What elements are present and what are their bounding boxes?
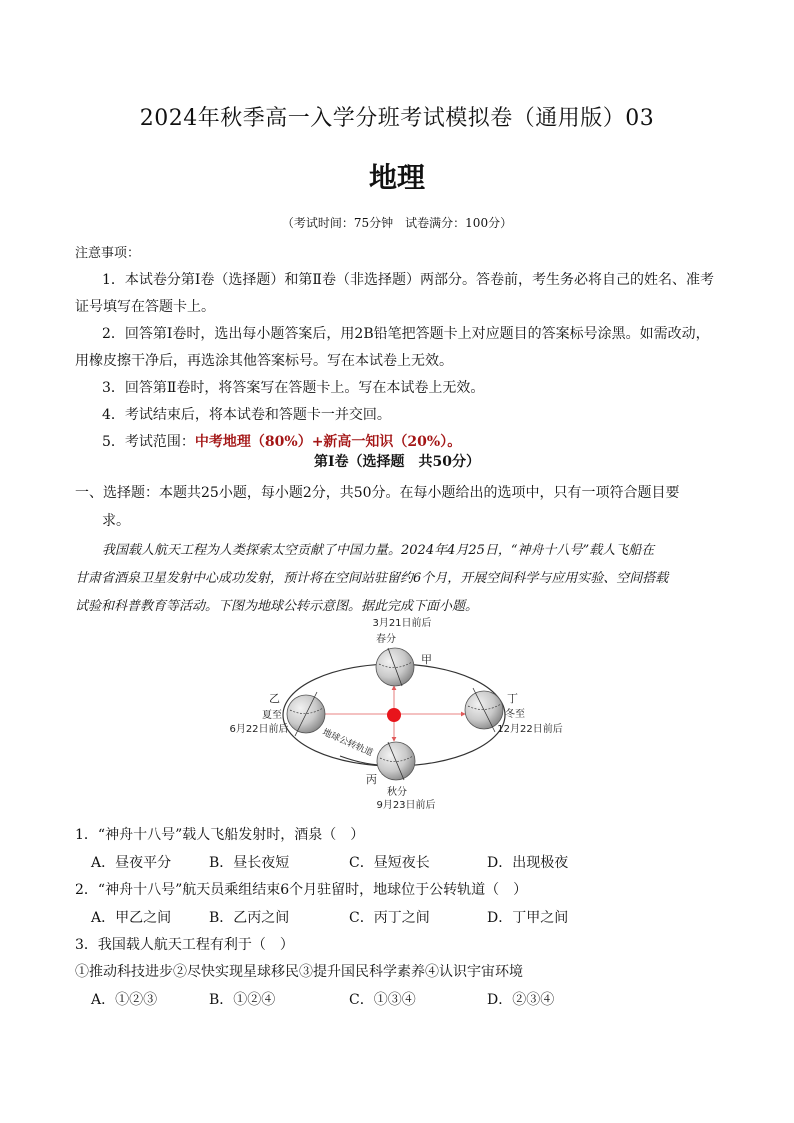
question-3-stem: 3．我国载人航天工程有利于（ ） [75, 937, 294, 953]
earth-jia [376, 648, 414, 686]
jia-name-label: 甲 [421, 653, 432, 666]
question-2-option-c[interactable]: C．丙丁之间 [349, 910, 430, 926]
yi-term-label: 夏至 [262, 710, 282, 721]
question-1-stem: 1．“神舟十八号”载人飞船发射时，酒泉（ ） [75, 827, 365, 843]
sun [387, 708, 401, 722]
notice-item-4: 4．考试结束后，将本试卷和答题卡一并交回。 [102, 407, 391, 423]
passage-line-2: 甘肃省酒泉卫星发射中心成功发射，预计将在空间站驻留约6个月，开展空间科学与应用实验、空间搭载 [75, 571, 669, 586]
notice-item-1-line-1: 1．本试卷分第Ⅰ卷（选择题）和第Ⅱ卷（非选择题）两部分。答卷前，考生务必将自己的姓名、准考 [102, 272, 714, 288]
exam-scope: 中考地理（80%）+新高一知识（20%）。 [194, 434, 462, 450]
section-instructions-line-2: 求。 [102, 513, 130, 529]
bing-date-label: 9月23日前后 [376, 800, 436, 811]
notice-item-5-prefix: 5．考试范围： [102, 434, 195, 450]
yi-name-label: 乙 [269, 692, 280, 705]
notice-item-3: 3．回答第Ⅱ卷时，将答案写在答题卡上。写在本试卷上无效。 [102, 380, 485, 396]
notice-item-2-line-1: 2．回答第Ⅰ卷时，选出每小题答案后，用2B铅笔把答题卡上对应题目的答案标号涂黑。如需改动， [102, 326, 710, 342]
notice-heading: 注意事项： [75, 246, 141, 261]
exam-info: （考试时间：75分钟 试卷满分：100分） [281, 216, 513, 230]
section-instructions-line-1: 一、选择题：本题共25小题，每小题2分，共50分。在每小题给出的选项中，只有一项符合题目要 [75, 485, 680, 501]
question-1-option-c[interactable]: C．昼短夜长 [349, 855, 430, 871]
jia-date-label: 3月21日前后 [372, 618, 432, 629]
ding-date-label: 12月22日前后 [497, 724, 563, 735]
question-3-option-a[interactable]: A．①②③ [91, 992, 158, 1008]
section-heading: 第Ⅰ卷（选择题 共50分） [313, 454, 481, 470]
question-2-stem: 2．“神舟十八号”航天员乘组结束6个月驻留时，地球位于公转轨道（ ） [75, 882, 528, 898]
ding-name-label: 丁 [507, 692, 518, 705]
bing-name-label: 丙 [366, 773, 377, 786]
question-3-statements: ①推动科技进步②尽快实现星球移民③提升国民科学素养④认识宇宙环境 [75, 964, 523, 980]
question-2-option-b[interactable]: B．乙丙之间 [209, 910, 290, 926]
question-1-option-b[interactable]: B．昼长夜短 [209, 855, 290, 871]
question-1-option-a[interactable]: A．昼夜平分 [91, 855, 172, 871]
earth-yi [287, 692, 325, 736]
earth-bing [377, 742, 415, 780]
notice-item-2-line-2: 用橡皮擦干净后，再选涂其他答案标号。写在本试卷上无效。 [75, 353, 453, 369]
earth-revolution-diagram [222, 614, 572, 814]
question-3-option-b[interactable]: B．①②④ [209, 992, 276, 1008]
bing-term-label: 秋分 [387, 787, 407, 798]
jia-term-label: 春分 [376, 634, 396, 645]
passage-line-1: 我国载人航天工程为人类探索太空贡献了中国力量。2024年4月25日，“神舟十八号”载人飞船在 [102, 543, 655, 558]
question-1-option-d[interactable]: D．出现极夜 [487, 855, 569, 871]
question-2-option-a[interactable]: A．甲乙之间 [91, 910, 172, 926]
notice-item-1-line-2: 证号填写在答题卡上。 [75, 299, 215, 315]
orbit-label: 地球公转轨道 [320, 727, 375, 759]
exam-title: 2024年秋季高一入学分班考试模拟卷（通用版）03 [139, 106, 655, 131]
question-3-option-c[interactable]: C．①③④ [349, 992, 416, 1008]
question-3-option-d[interactable]: D．②③④ [487, 992, 555, 1008]
passage-line-3: 试验和科普教育等活动。下图为地球公转示意图。据此完成下面小题。 [75, 599, 479, 614]
question-2-option-d[interactable]: D．丁甲之间 [487, 910, 569, 926]
ding-term-label: 冬至 [505, 709, 525, 720]
subject-title: 地理 [368, 161, 425, 194]
yi-date-label: 6月22日前后 [229, 724, 289, 735]
notice-item-5 [102, 431, 461, 451]
